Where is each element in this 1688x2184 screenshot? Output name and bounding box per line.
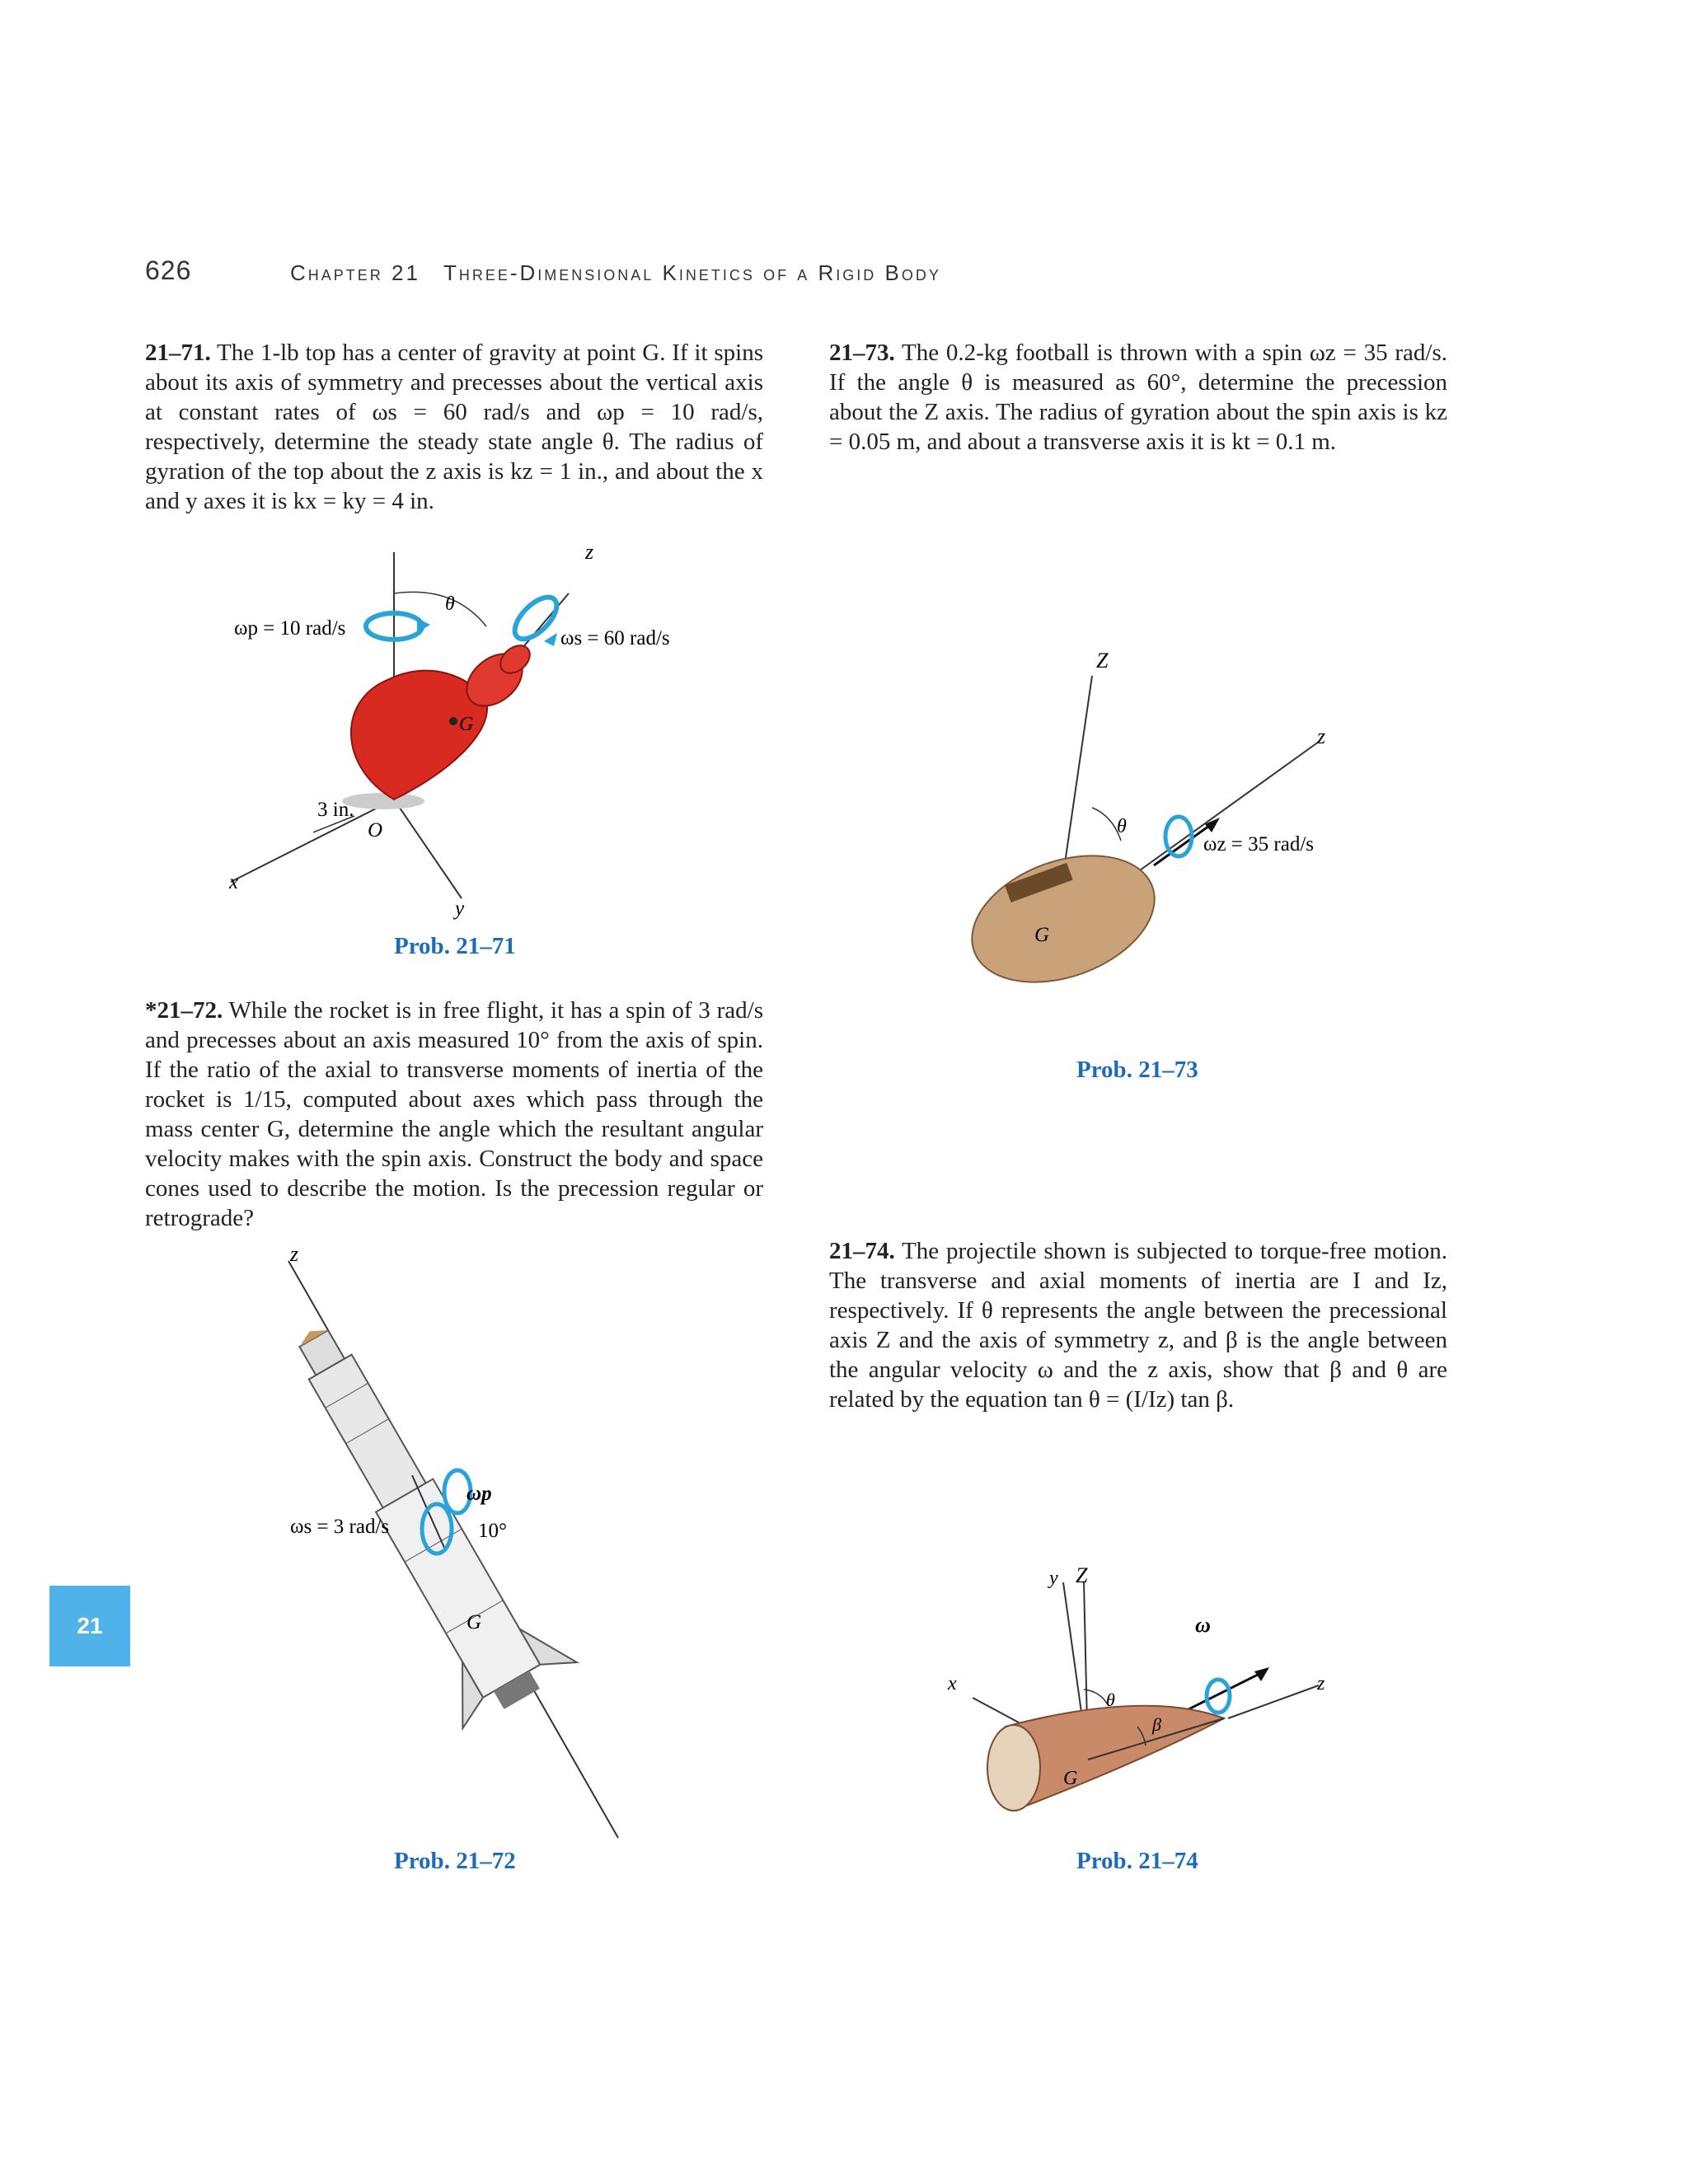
figure-football: [948, 635, 1376, 1047]
label-y: y: [455, 898, 465, 920]
problem-number: 21–71.: [145, 340, 211, 366]
label-G: G: [1063, 1768, 1078, 1789]
caption-21-74: Prob. 21–74: [1076, 1848, 1198, 1874]
problem-text: The projectile shown is subjected to torque-free motion. The transverse and axial moments of inertia are I and Iz, respectively. If θ represents the angle between the precessional axis Z and the axis of symmetry z, and β is the angle between the angular velocity ω and the z axis, show that β and θ are related by the equation tan θ = (I/Iz) tan β.: [829, 1238, 1447, 1413]
label-wz: ωz = 35 rad/s: [1203, 833, 1314, 855]
label-beta: β: [1152, 1714, 1161, 1735]
label-z: z: [1317, 1673, 1325, 1694]
running-header: [290, 260, 941, 286]
label-Z: Z: [1076, 1566, 1088, 1587]
figure-top: [214, 536, 742, 923]
chapter-label: Chapter 21: [290, 260, 420, 285]
page-number: 626: [145, 255, 192, 285]
football: [954, 832, 1172, 1005]
label-z: z: [290, 1244, 299, 1266]
label-wp: ωp: [467, 1483, 492, 1505]
problem-text: The 0.2-kg football is thrown with a spin ωz = 35 rad/s. If the angle θ is measured as 60°, determine the precession about the Z axis. The radius of gyration about the spin axis is kz = 0.05 m, and about a transverse axis it is kt = 0.1 m.: [829, 340, 1447, 455]
problem-number: *21–72.: [145, 997, 223, 1024]
label-theta: θ: [445, 593, 455, 615]
caption-21-73: Prob. 21–73: [1076, 1057, 1198, 1083]
label-omega: ω: [1195, 1613, 1211, 1637]
problem-number: 21–74.: [829, 1238, 895, 1264]
label-G: G: [467, 1611, 482, 1633]
problem-21-73: [829, 338, 1447, 457]
label-radius: 3 in.: [317, 799, 354, 821]
problem-text: The 1-lb top has a center of gravity at point G. If it spins about its axis of symmetry and precesses about the vertical axis at constant rates of ωs = 60 rad/s and ωp = 10 rad/s, respectively, determine the steady state angle θ. The radius of gyration of the top about the z axis is kz = 1 in., and about the x and y axes it is kx = ky = 4 in.: [145, 340, 763, 514]
caption-21-71: Prob. 21–71: [394, 933, 516, 959]
problem-21-71: [145, 338, 763, 516]
chapter-tab[interactable]: 21: [49, 1586, 130, 1666]
label-ws: ωs = 60 rad/s: [560, 627, 670, 649]
problem-number: 21–73.: [829, 340, 895, 366]
label-theta: θ: [1106, 1690, 1115, 1710]
figure-rocket: [272, 1244, 684, 1846]
label-x: x: [948, 1673, 957, 1694]
label-x: x: [229, 871, 239, 893]
problem-21-72: [145, 996, 763, 1233]
label-wp: ωp = 10 rad/s: [234, 617, 346, 640]
figure-projectile: [940, 1566, 1368, 1846]
label-z: z: [1317, 724, 1326, 748]
label-angle: 10°: [478, 1520, 507, 1542]
label-G: G: [459, 714, 474, 735]
label-G: G: [1034, 924, 1050, 946]
label-theta: θ: [1117, 816, 1127, 837]
label-O: O: [368, 819, 383, 841]
label-ws: ωs = 3 rad/s: [290, 1516, 390, 1538]
problem-21-74: [829, 1236, 1447, 1414]
chapter-title: Three-Dimensional Kinetics of a Rigid Body: [443, 260, 941, 285]
problem-text: While the rocket is in free flight, it has a spin of 3 rad/s and precesses about an axis measured 10° from the axis of spin. If the ratio of the axial to transverse moments of inertia of the rocket is 1/15, computed about axes which pass through the mass center G, determine the angle which the resultant angular velocity makes with the spin axis. Construct the body and space cones used to describe the motion. Is the precession regular or retrograde?: [145, 997, 763, 1231]
label-z: z: [585, 540, 594, 564]
label-Z: Z: [1096, 649, 1109, 673]
caption-21-72: Prob. 21–72: [394, 1848, 516, 1874]
label-y: y: [1049, 1568, 1058, 1589]
